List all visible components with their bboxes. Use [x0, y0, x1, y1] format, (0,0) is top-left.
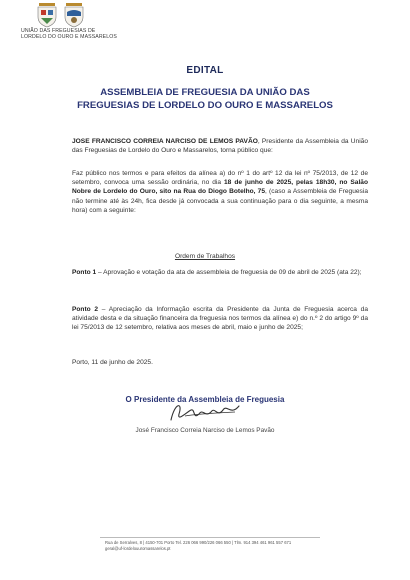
agenda-item-2: Ponto 2 – Apreciação da Informação escrita da Presidente da Junta de Freguesia acerca da atividade desta e da situação financeira da freguesia nos termos da alínea e) do n.º 2 do artigo 9º da lei 75/2013 de 12 setembro, relativa aos meses de abril, maio e junho de 2025;: [72, 306, 368, 332]
convocation-paragraph: Faz público nos termos e para efeitos da alínea a) do nº 1 do artº 12 da lei nº 75/2013, de 12 de setembro, convoca uma sessão ordinária, no dia 18 de junho de 2025, pelas 18h30, no Salão Nobre de Lordelo do Ouro, sito na Rua do Diogo Botelho, 75, (caso a Assembleia de Freguesia não termine até às 24h, fica desde já convocada a sua continuação para o dia seguinte, a mesma hora) com a seguinte:: [72, 170, 368, 214]
footer-contacts: [105, 540, 345, 551]
title-line2: FREGUESIAS DE LORDELO DO OURO E MASSARELOS: [77, 100, 333, 111]
footer-address: Rua de Serralves, 8 | 4150-701 Porto Tel. 226 066 990/226 066 550 | Tlm. 914 394 461 961 557 671: [105, 540, 292, 545]
agenda-heading: Ordem de Trabalhos: [174, 253, 236, 260]
title-line1: ASSEMBLEIA DE FREGUESIA DA UNIÃO DAS: [100, 87, 310, 98]
meeting-details: 18 de junho de 2025, pelas 18h30, no Salão Nobre de Lordelo do Ouro, sito na Rua do Diogo Botelho, 75: [72, 179, 368, 196]
agenda-item-1: Ponto 1 – Aprovação e votação da ata de assembleia de freguesia de 09 de abril de 2025 (ata 22);: [72, 269, 362, 276]
signatory-name: José Francisco Correia Narciso de Lemos Pavão: [135, 427, 275, 434]
intro-paragraph: JOSE FRANCISCO CORREIA NARCISO DE LEMOS PAVÃO, Presidente da Assembleia da União das Freguesias de Lordelo do Ouro e Massarelos, torna público que:: [72, 138, 368, 155]
president-name: JOSE FRANCISCO CORREIA NARCISO DE LEMOS PAVÃO: [72, 138, 258, 145]
org-name-line2: LORDELO DO OURO E MASSARELOS: [21, 34, 117, 41]
org-name-line1: UNIÃO DAS FREGUESIAS DE: [21, 28, 96, 34]
organization-name: [21, 28, 117, 40]
lordelo-crest-icon: [36, 2, 58, 28]
document-title: [60, 86, 350, 112]
massarelos-crest-icon: [63, 2, 85, 28]
handwritten-signature: [165, 398, 245, 428]
signature-title: O Presidente da Assembleia de Freguesia: [125, 395, 285, 404]
document-heading: EDITAL: [186, 65, 224, 76]
footer-email: geral@uf-lordelouuromassarelos.pt: [105, 545, 171, 551]
footer-divider: [100, 537, 320, 538]
document-date: Porto, 11 de junho de 2025.: [72, 359, 153, 366]
